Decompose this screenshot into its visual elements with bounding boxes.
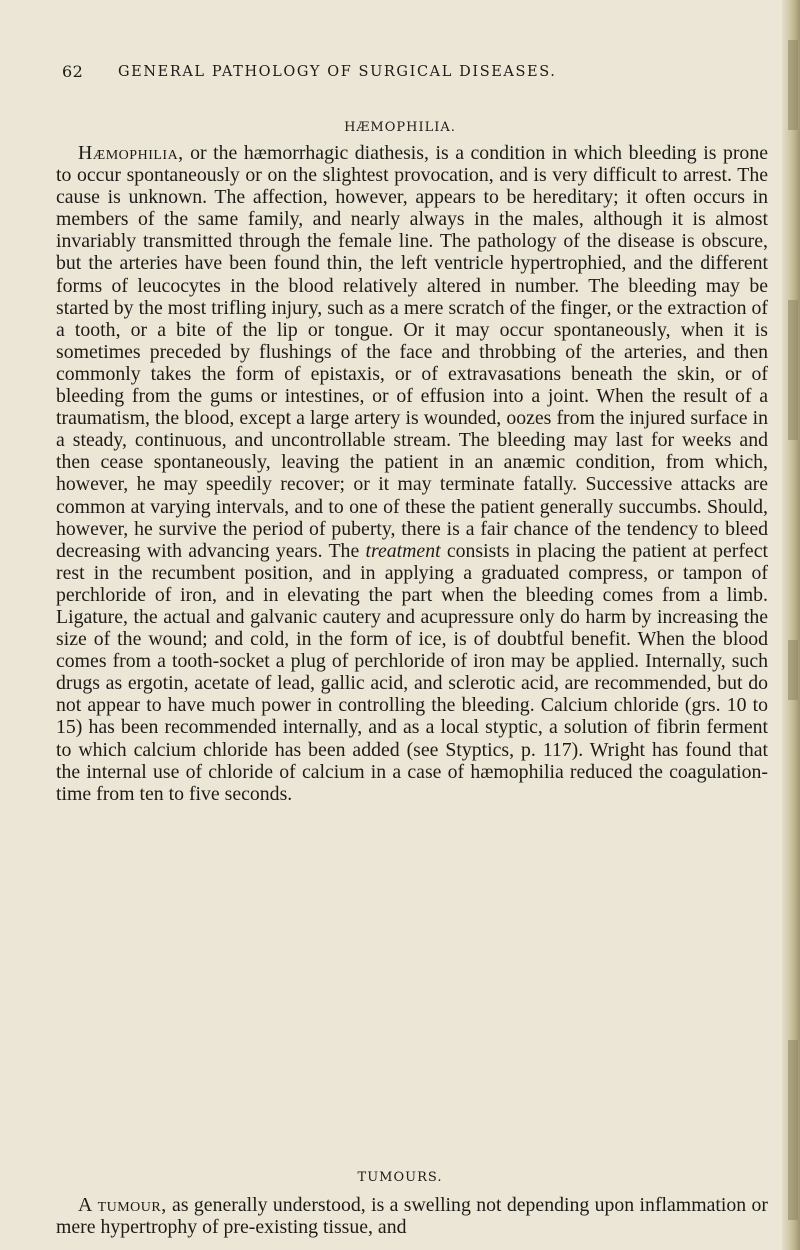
- section-heading-haemophilia: HÆMOPHILIA.: [344, 120, 456, 135]
- tumours-section: [56, 1194, 768, 1238]
- page-number: 62: [62, 62, 84, 81]
- treatment-word: treatment: [365, 539, 441, 562]
- tumours-lead-word: A tumour,: [78, 1194, 167, 1216]
- haemophilia-text-part-2: consists in placing the patient at perfect rest in the recumbent position, and in applying a graduated compress, or tampon of perchloride of iron, and in elevating the part when the bleeding comes from a limb. Ligature, the actual and galvanic cautery and acupressure only do harm by increasing the size of the wound; and cold, in the form of ice, is of doubtful benefit. When the blood comes from a tooth-socket a plug of perchloride of iron may be applied. Internally, such drugs as ergotin, acetate of lead, gallic acid, and sclerotic acid, are recommended, but do not appear to have much power in controlling the bleeding. Calcium chloride (grs. 10 to 15) has been recommended internally, and as a local styptic, a solution of fibrin ferment to which calcium chloride has been added (see Styptics, p. 117). Wright has found that the internal use of chloride of calcium in a case of hæmophilia reduced the coagulation-time from ten to five seconds.: [56, 539, 768, 805]
- tumours-paragraph: [56, 1194, 768, 1238]
- haemophilia-text-part-1: or the hæmorrhagic diathesis, is a condition in which bleeding is prone to occur spontaneously or on the slightest provocation, and is very difficult to arrest. The cause is unknown. The affection, however, appears to be hereditary; it often occurs in members of the same family, and nearly always in the males, although it is almost invariably transmitted through the female line. The pathology of the disease is obscure, but the arteries have been found thin, the left ventricle hypertrophied, and the different forms of leucocytes in the blood relatively altered in number. The bleeding may be started by the most trifling injury, such as a mere scratch of the finger, or the extraction of a tooth, or a bite of the lip or tongue. Or it may occur spontaneously, when it is sometimes preceded by flushings of the face and throbbing of the arteries, and then commonly takes the form of epistaxis, or of extravasations beneath the skin, or of bleeding from the gums or intestines, or of effusion into a joint. When the result of a traumatism, the blood, except a large artery is wounded, oozes from the injured surface in a steady, continuous, and uncontrollable stream. The bleeding may last for weeks and then cease spontaneously, leaving the patient in an anæmic condition, from which, however, he may speedily recover; or it may terminate fatally. Successive attacks are common at varying intervals, and to one of these the patient generally succumbs. Should, however, he survive the period of puberty, there is a fair chance of the tendency to bleed decreasing with advancing years. The: [56, 142, 768, 562]
- haemophilia-lead-word: Hæmophilia,: [78, 142, 184, 164]
- running-title: GENERAL PATHOLOGY OF SURGICAL DISEASES.: [118, 64, 557, 80]
- tumours-text: as generally understood, is a swelling not depending upon inflammation or mere hypertrophy of pre-existing tissue, and: [56, 1194, 768, 1239]
- haemophilia-section: [56, 142, 768, 805]
- page-edge-shadow: [782, 0, 800, 1250]
- section-heading-tumours: TUMOURS.: [357, 1170, 443, 1185]
- page-header: [0, 62, 800, 86]
- haemophilia-paragraph: [56, 142, 768, 805]
